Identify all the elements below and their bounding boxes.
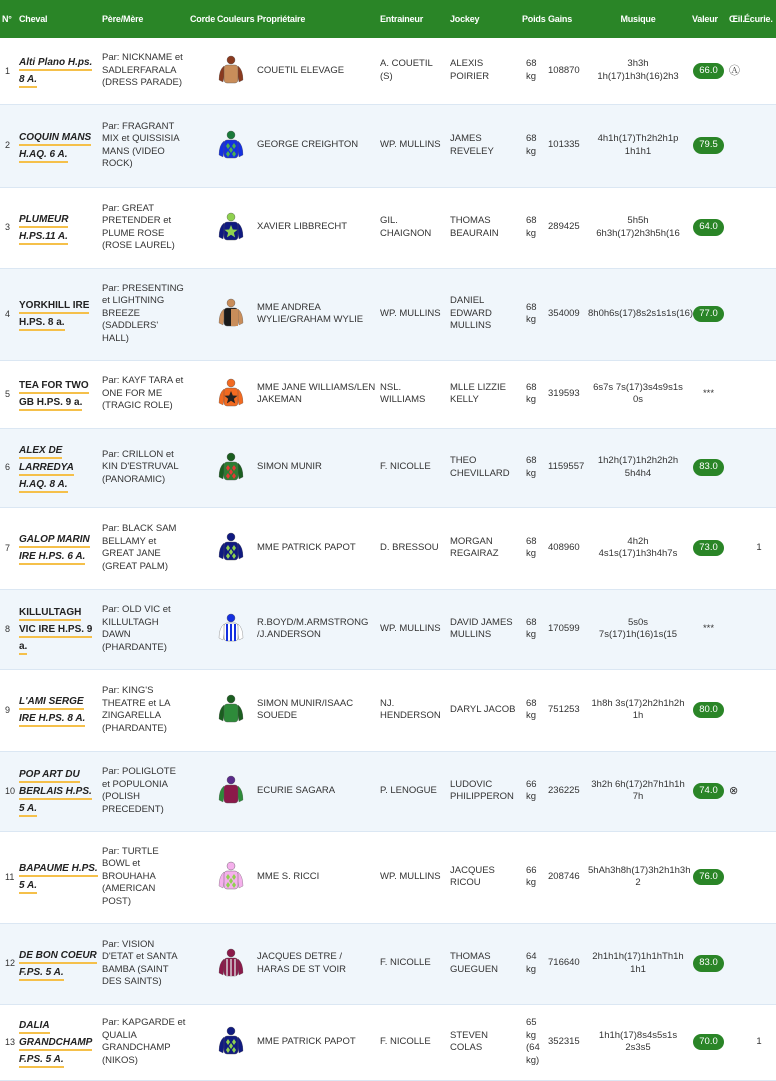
table-row[interactable]	[0, 38, 776, 104]
horse-cell	[17, 268, 100, 360]
horse-name-link[interactable]: BAPAUME H.PS. 5 A.	[19, 863, 98, 894]
header-entraineur[interactable]: Entraineur	[380, 14, 424, 24]
jockey: THOMAS BEAURAIN	[448, 187, 520, 268]
owner: MME S. RICCI	[255, 831, 378, 923]
music: 8h0h6s(17)8s2s1s1s(16)	[586, 268, 690, 360]
jockey: DARYL JACOB	[448, 669, 520, 751]
oeil-icon	[727, 360, 742, 428]
value-badge: 83.0	[693, 459, 724, 476]
owner: MME JANE WILLIAMS/LEN JAKEMAN	[255, 360, 378, 428]
music: 2h1h1h(17)1h1hTh1h 1h1	[586, 923, 690, 1004]
weight: 68 kg	[520, 38, 546, 104]
value-cell	[690, 507, 727, 589]
parents: Par: PRESENTING et LIGHTNING BREEZE (SADDLERS' HALL)	[100, 268, 188, 360]
jockey: MORGAN REGAIRAZ	[448, 507, 520, 589]
music: 3h2h 6h(17)2h7h1h1h 7h	[586, 751, 690, 831]
weight: 68 kg	[520, 589, 546, 669]
value-cell	[690, 1004, 727, 1080]
runner-number: 1	[0, 38, 17, 104]
table-row[interactable]	[0, 923, 776, 1004]
silk-icon	[215, 428, 255, 507]
weight: 65 kg (64 kg)	[520, 1004, 546, 1080]
header-ecurie[interactable]: Écurie.	[744, 14, 773, 24]
horse-name-link[interactable]: L'AMI SERGE IRE H.PS. 8 A.	[19, 696, 85, 727]
runner-number: 7	[0, 507, 17, 589]
parents: Par: BLACK SAM BELLAMY et GREAT JANE (GREAT PALM)	[100, 507, 188, 589]
trainer: D. BRESSOU	[378, 507, 448, 589]
horse-name-link[interactable]: GALOP MARIN IRE H.PS. 6 A.	[19, 534, 90, 565]
ecurie	[742, 669, 776, 751]
corde	[188, 923, 215, 1004]
ecurie	[742, 104, 776, 187]
value-cell	[690, 187, 727, 268]
header-oeil[interactable]: Œil.	[729, 14, 745, 24]
value-badge: 66.0	[693, 63, 724, 80]
parents: Par: OLD VIC et KILLULTAGH DAWN (PHARDANTE)	[100, 589, 188, 669]
silk-icon	[215, 187, 255, 268]
value-cell	[690, 589, 727, 669]
jockey: DAVID JAMES MULLINS	[448, 589, 520, 669]
runner-number: 12	[0, 923, 17, 1004]
weight: 66 kg	[520, 831, 546, 923]
trainer: GIL. CHAIGNON	[378, 187, 448, 268]
ecurie: 1	[742, 1004, 776, 1080]
owner: MME ANDREA WYLIE/GRAHAM WYLIE	[255, 268, 378, 360]
value-cell	[690, 38, 727, 104]
music: 4h1h(17)Th2h2h1p 1h1h1	[586, 104, 690, 187]
horse-name-link[interactable]: COQUIN MANS H.AQ. 6 A.	[19, 132, 91, 163]
earnings: 236225	[546, 751, 586, 831]
trainer: NJ. HENDERSON	[378, 669, 448, 751]
earnings: 354009	[546, 268, 586, 360]
oeil-icon	[727, 187, 742, 268]
horse-cell	[17, 751, 100, 831]
silk-icon	[215, 669, 255, 751]
owner: MME PATRICK PAPOT	[255, 507, 378, 589]
value-badge: 80.0	[693, 702, 724, 719]
corde	[188, 831, 215, 923]
runner-number: 11	[0, 831, 17, 923]
earnings: 1159557	[546, 428, 586, 507]
ecurie	[742, 428, 776, 507]
table-row[interactable]	[0, 428, 776, 507]
runner-number: 2	[0, 104, 17, 187]
value-cell	[690, 751, 727, 831]
corde	[188, 669, 215, 751]
earnings: 352315	[546, 1004, 586, 1080]
music: 4h2h 4s1s(17)1h3h4h7s	[586, 507, 690, 589]
table-row[interactable]	[0, 104, 776, 187]
trainer: WP. MULLINS	[378, 268, 448, 360]
silk-icon	[215, 268, 255, 360]
corde	[188, 428, 215, 507]
header-poids[interactable]: Poids	[522, 14, 546, 24]
value-cell	[690, 923, 727, 1004]
horse-name-link[interactable]: YORKHILL IRE H.PS. 8 a.	[19, 300, 89, 331]
weight: 64 kg	[520, 923, 546, 1004]
parents: Par: KAPGARDE et QUALIA GRANDCHAMP (NIKOS)	[100, 1004, 188, 1080]
ecurie	[742, 751, 776, 831]
weight: 68 kg	[520, 104, 546, 187]
music: 6s7s 7s(17)3s4s9s1s 0s	[586, 360, 690, 428]
trainer: F. NICOLLE	[378, 1004, 448, 1080]
ecurie: 1	[742, 507, 776, 589]
jockey: THEO CHEVILLARD	[448, 428, 520, 507]
table-row[interactable]	[0, 507, 776, 589]
weight: 68 kg	[520, 428, 546, 507]
parents: Par: TURTLE BOWL et BROUHAHA (AMERICAN POST)	[100, 831, 188, 923]
ecurie	[742, 831, 776, 923]
value-badge: 83.0	[693, 955, 724, 972]
trainer: F. NICOLLE	[378, 428, 448, 507]
silk-icon	[215, 751, 255, 831]
owner: JACQUES DETRE / HARAS DE ST VOIR	[255, 923, 378, 1004]
owner: GEORGE CREIGHTON	[255, 104, 378, 187]
silk-icon	[215, 589, 255, 669]
jockey: MLLE LIZZIE KELLY	[448, 360, 520, 428]
horse-name-link[interactable]: DE BON COEUR F.PS. 5 A.	[19, 950, 97, 981]
parents: Par: GREAT PRETENDER et PLUME ROSE (ROSE LAUREL)	[100, 187, 188, 268]
owner: MME PATRICK PAPOT	[255, 1004, 378, 1080]
parents: Par: VISION D'ETAT et SANTA BAMBA (SAINT DES SAINTS)	[100, 923, 188, 1004]
owner: ECURIE SAGARA	[255, 751, 378, 831]
trainer: P. LENOGUE	[378, 751, 448, 831]
trainer: WP. MULLINS	[378, 104, 448, 187]
horse-cell	[17, 669, 100, 751]
corde	[188, 187, 215, 268]
horse-name-link[interactable]: Alti Plano H.ps. 8 A.	[19, 57, 92, 88]
table-row[interactable]	[0, 187, 776, 268]
silk-icon	[215, 507, 255, 589]
jockey: DANIEL EDWARD MULLINS	[448, 268, 520, 360]
runner-number: 4	[0, 268, 17, 360]
weight: 68 kg	[520, 187, 546, 268]
header-num[interactable]: N°	[2, 14, 12, 24]
owner: XAVIER LIBBRECHT	[255, 187, 378, 268]
ecurie	[742, 38, 776, 104]
corde	[188, 38, 215, 104]
oeil-icon: ⊗	[727, 751, 742, 831]
horse-cell	[17, 104, 100, 187]
silk-icon	[215, 1004, 255, 1080]
table-row[interactable]	[0, 1004, 776, 1080]
header-jockey[interactable]: Jockey	[450, 14, 480, 24]
weight: 68 kg	[520, 360, 546, 428]
music: 3h3h 1h(17)1h3h(16)2h3	[586, 38, 690, 104]
earnings: 108870	[546, 38, 586, 104]
value-stars: ***	[702, 387, 715, 399]
music: 1h8h 3s(17)2h2h1h2h 1h	[586, 669, 690, 751]
trainer: WP. MULLINS	[378, 589, 448, 669]
earnings: 101335	[546, 104, 586, 187]
horse-name-link[interactable]: TEA FOR TWO GB H.PS. 9 a.	[19, 380, 89, 411]
ecurie	[742, 923, 776, 1004]
oeil-icon	[727, 669, 742, 751]
owner: COUETIL ELEVAGE	[255, 38, 378, 104]
horse-name-link[interactable]: DALIA GRANDCHAMP F.PS. 5 A.	[19, 1020, 92, 1068]
weight: 68 kg	[520, 507, 546, 589]
runner-number: 6	[0, 428, 17, 507]
horse-name-link[interactable]: KILLULTAGH VIC IRE H.PS. 9 a.	[19, 607, 92, 655]
value-cell	[690, 104, 727, 187]
oeil-icon	[727, 104, 742, 187]
ecurie	[742, 187, 776, 268]
corde	[188, 104, 215, 187]
horse-cell	[17, 38, 100, 104]
table-row[interactable]	[0, 360, 776, 428]
parents: Par: CRILLON et KIN D'ESTRUVAL (PANORAMIC)	[100, 428, 188, 507]
parents: Par: NICKNAME et SADLERFARALA (DRESS PARADE)	[100, 38, 188, 104]
table-row[interactable]	[0, 268, 776, 360]
horse-cell	[17, 589, 100, 669]
trainer: WP. MULLINS	[378, 831, 448, 923]
silk-icon	[215, 38, 255, 104]
owner: R.BOYD/M.ARMSTRONG /J.ANDERSON	[255, 589, 378, 669]
value-cell	[690, 268, 727, 360]
value-badge: 77.0	[693, 306, 724, 323]
value-badge: 79.5	[693, 137, 724, 154]
header-couleurs[interactable]: Couleurs	[217, 14, 255, 24]
table-row[interactable]	[0, 669, 776, 751]
horse-name-link[interactable]: POP ART DU BERLAIS H.PS. 5 A.	[19, 769, 92, 817]
oeil-icon	[727, 428, 742, 507]
jockey: THOMAS GUEGUEN	[448, 923, 520, 1004]
runner-number: 9	[0, 669, 17, 751]
weight: 66 kg	[520, 751, 546, 831]
music: 5s0s 7s(17)1h(16)1s(15	[586, 589, 690, 669]
horse-cell	[17, 428, 100, 507]
value-cell	[690, 428, 727, 507]
corde	[188, 268, 215, 360]
trainer: NSL. WILLIAMS	[378, 360, 448, 428]
value-cell	[690, 831, 727, 923]
value-stars: ***	[702, 622, 715, 634]
jockey: LUDOVIC PHILIPPERON	[448, 751, 520, 831]
horse-cell	[17, 831, 100, 923]
weight: 68 kg	[520, 268, 546, 360]
trainer: A. COUETIL (S)	[378, 38, 448, 104]
table-row[interactable]	[0, 751, 776, 831]
silk-icon	[215, 360, 255, 428]
value-badge: 74.0	[693, 783, 724, 800]
value-badge: 70.0	[693, 1034, 724, 1051]
horse-cell	[17, 187, 100, 268]
header-proprietaire[interactable]: Propriétaire	[257, 14, 306, 24]
silk-icon	[215, 831, 255, 923]
runner-number: 10	[0, 751, 17, 831]
music: 5hAh3h8h(17)3h2h1h3h 2	[586, 831, 690, 923]
music: 5h5h 6h3h(17)2h3h5h(16	[586, 187, 690, 268]
silk-icon	[215, 104, 255, 187]
jockey: JACQUES RICOU	[448, 831, 520, 923]
corde	[188, 1004, 215, 1080]
corde	[188, 589, 215, 669]
horse-name-link[interactable]: ALEX DE LARREDYA H.AQ. 8 A.	[19, 445, 74, 493]
music: 1h2h(17)1h2h2h2h 5h4h4	[586, 428, 690, 507]
horse-cell	[17, 360, 100, 428]
earnings: 289425	[546, 187, 586, 268]
parents: Par: KING'S THEATRE et LA ZINGARELLA (PHARDANTE)	[100, 669, 188, 751]
header-valeur[interactable]: Valeur	[692, 14, 718, 24]
corde	[188, 751, 215, 831]
ecurie	[742, 360, 776, 428]
oeil-icon	[727, 831, 742, 923]
parents: Par: KAYF TARA et ONE FOR ME (TRAGIC ROLE)	[100, 360, 188, 428]
value-cell	[690, 360, 727, 428]
header-corde[interactable]: Corde	[190, 14, 216, 24]
table-header	[0, 0, 776, 38]
jockey: ALEXIS POIRIER	[448, 38, 520, 104]
value-badge: 64.0	[693, 219, 724, 236]
corde	[188, 507, 215, 589]
trainer: F. NICOLLE	[378, 923, 448, 1004]
value-badge: 73.0	[693, 540, 724, 557]
horse-cell	[17, 923, 100, 1004]
corde	[188, 360, 215, 428]
earnings: 408960	[546, 507, 586, 589]
earnings: 716640	[546, 923, 586, 1004]
oeil-icon	[727, 507, 742, 589]
jockey: STEVEN COLAS	[448, 1004, 520, 1080]
earnings: 751253	[546, 669, 586, 751]
ecurie	[742, 589, 776, 669]
horse-cell	[17, 1004, 100, 1080]
runner-number: 3	[0, 187, 17, 268]
jockey: JAMES REVELEY	[448, 104, 520, 187]
earnings: 208746	[546, 831, 586, 923]
ecurie	[742, 268, 776, 360]
runner-number: 8	[0, 589, 17, 669]
parents: Par: FRAGRANT MIX et QUISSISIA MANS (VIDEO ROCK)	[100, 104, 188, 187]
earnings: 170599	[546, 589, 586, 669]
runner-number: 5	[0, 360, 17, 428]
horse-name-link[interactable]: PLUMEUR H.PS.11 A.	[19, 214, 68, 245]
oeil-icon	[727, 268, 742, 360]
oeil-icon: Ⓐ	[727, 38, 742, 104]
table-row[interactable]	[0, 831, 776, 923]
music: 1h1h(17)8s4s5s1s 2s3s5	[586, 1004, 690, 1080]
earnings: 319593	[546, 360, 586, 428]
header-gains[interactable]: Gains	[548, 14, 573, 24]
header-parents[interactable]: Père/Mère	[102, 14, 144, 24]
table-row[interactable]	[0, 589, 776, 669]
parents: Par: POLIGLOTE et POPULONIA (POLISH PRECEDENT)	[100, 751, 188, 831]
owner: SIMON MUNIR	[255, 428, 378, 507]
oeil-icon	[727, 923, 742, 1004]
silk-icon	[215, 923, 255, 1004]
oeil-icon	[727, 1004, 742, 1080]
header-musique[interactable]: Musique	[620, 14, 656, 24]
owner: SIMON MUNIR/ISAAC SOUEDE	[255, 669, 378, 751]
runner-number: 13	[0, 1004, 17, 1080]
horse-cell	[17, 507, 100, 589]
oeil-icon	[727, 589, 742, 669]
value-badge: 76.0	[693, 869, 724, 886]
value-cell	[690, 669, 727, 751]
weight: 68 kg	[520, 669, 546, 751]
header-horse[interactable]: Cheval	[19, 14, 48, 24]
